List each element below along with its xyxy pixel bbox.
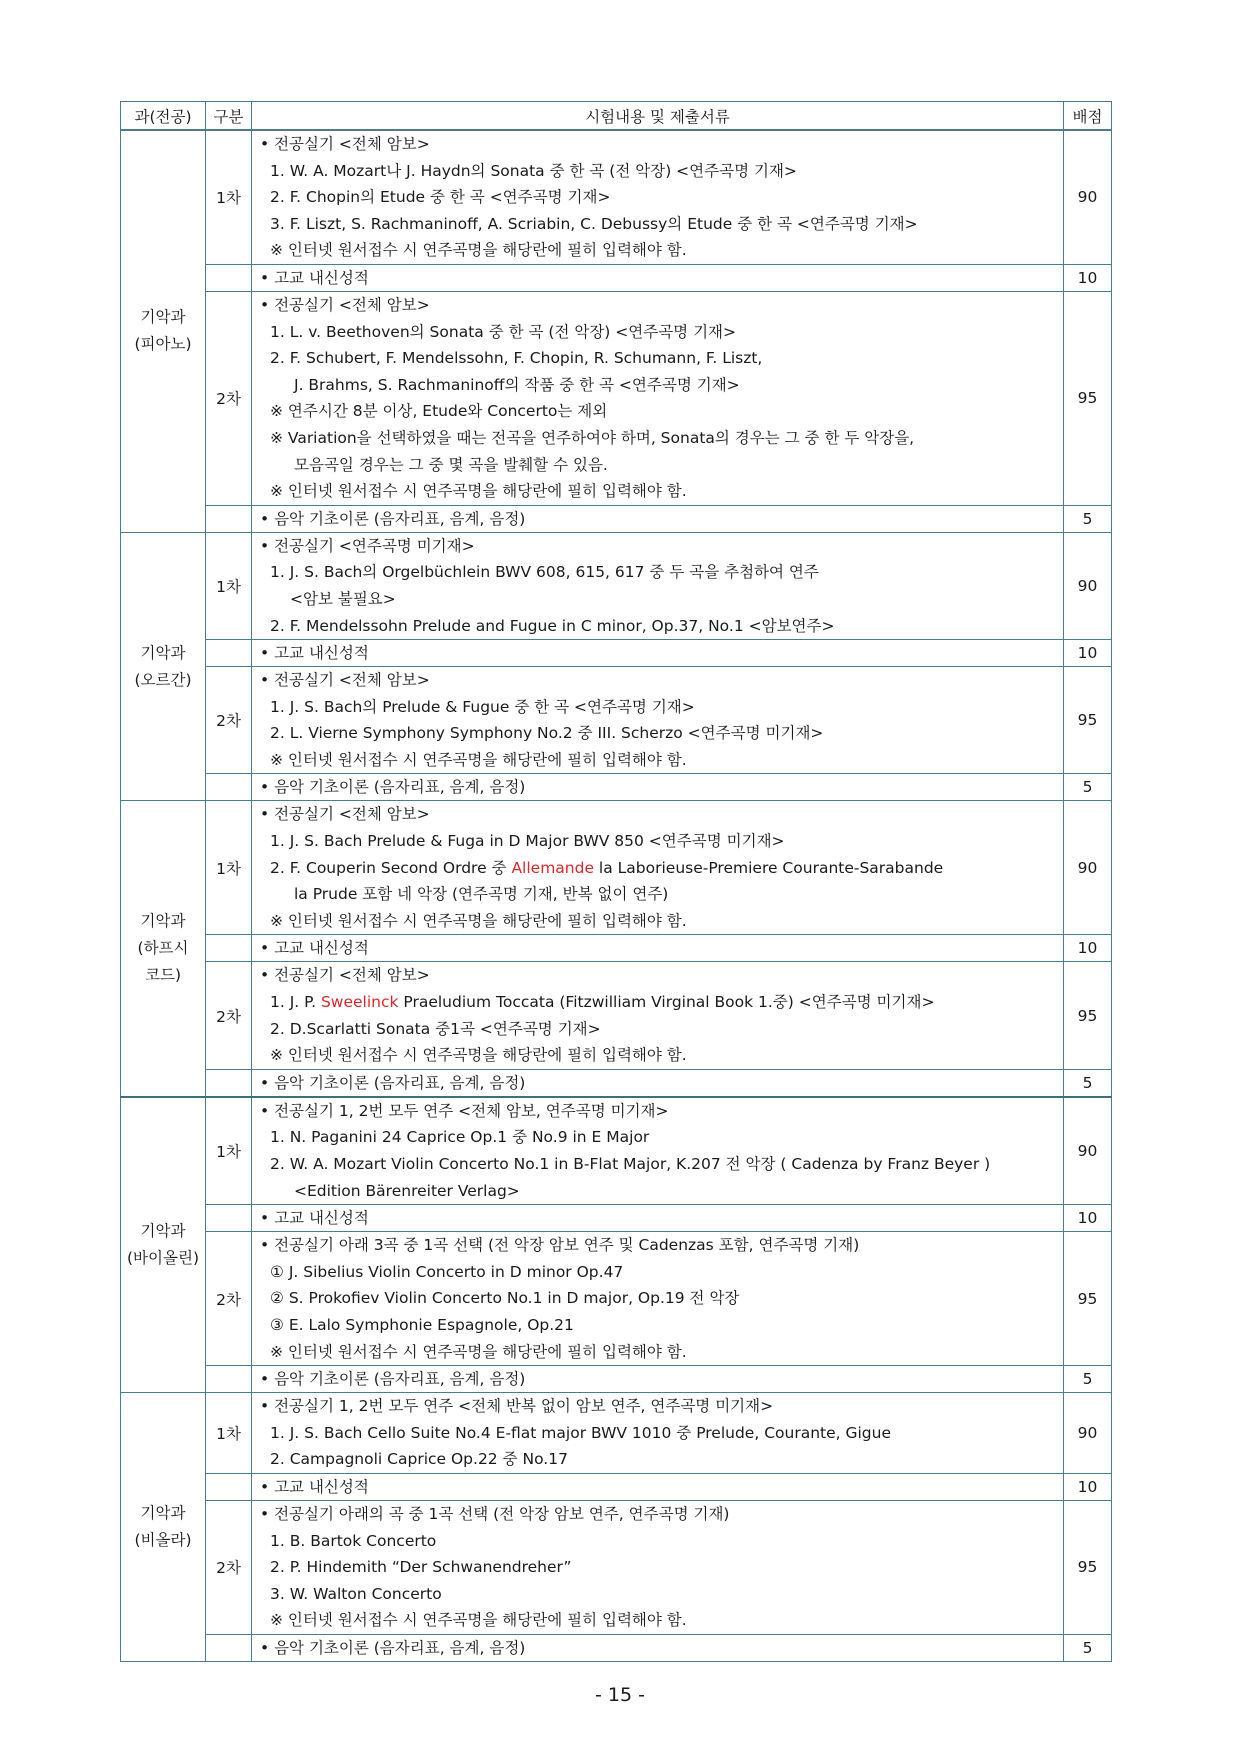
table-row: [121, 1634, 1112, 1661]
content-cell: [252, 774, 1064, 801]
content-line: ※ 인터넷 원서접수 시 연주곡명을 해당란에 필히 입력해야 함.: [270, 1611, 687, 1630]
content-cell: [252, 532, 1064, 639]
header-content: 시험내용 및 제출서류: [252, 102, 1064, 131]
content-line: 1. J. P. Sweelinck Praeludium Toccata (Fitzwilliam Virginal Book 1.중) <연주곡명 미기재>: [270, 993, 935, 1012]
round-label: 2차: [206, 667, 252, 774]
content-line: • 고교 내신성적: [260, 1477, 369, 1496]
score-cell: 95: [1064, 962, 1112, 1069]
score-cell: 10: [1064, 1473, 1112, 1500]
content-line: 2. D.Scarlatti Sonata 중1곡 <연주곡명 기재>: [270, 1019, 601, 1038]
exam-table: [120, 101, 1112, 1662]
dept-sub: (비올라): [134, 1531, 192, 1550]
content-line: ③ E. Lalo Symphonie Espagnole, Op.21: [270, 1315, 574, 1334]
round-label: 2차: [206, 291, 252, 505]
score-cell: 95: [1064, 1500, 1112, 1634]
content-cell: [252, 1097, 1064, 1205]
content-line: • 전공실기 1, 2번 모두 연주 <전체 반복 없이 암보 연주, 연주곡명 미기재>: [260, 1397, 774, 1416]
content-line: J. Brahms, S. Rachmaninoff의 작품 중 한 곡 <연주곡명 기재>: [294, 375, 740, 394]
table-row: [121, 1069, 1112, 1097]
content-line: • 음악 기초이론 (음자리표, 음계, 음정): [260, 1073, 526, 1092]
content-line: ※ 인터넷 원서접수 시 연주곡명을 해당란에 필히 입력해야 함.: [270, 241, 687, 260]
score-cell: 95: [1064, 1232, 1112, 1366]
content-line: 1. J. S. Bach Cello Suite No.4 E-flat major BWV 1010 중 Prelude, Courante, Gigue: [270, 1423, 892, 1442]
content-line: • 전공실기 <연주곡명 미기재>: [260, 536, 475, 555]
content-line: ※ 인터넷 원서접수 시 연주곡명을 해당란에 필히 입력해야 함.: [270, 1046, 687, 1065]
round-label: 1차: [206, 801, 252, 935]
content-line: ① J. Sibelius Violin Concerto in D minor Op.47: [270, 1262, 624, 1281]
content-line: la Prude 포함 네 악장 (연주곡명 기재, 반복 없이 연주): [294, 885, 669, 904]
content-line: ※ 인터넷 원서접수 시 연주곡명을 해당란에 필히 입력해야 함.: [270, 750, 687, 769]
score-cell: 5: [1064, 505, 1112, 532]
content-cell: [252, 1473, 1064, 1500]
content-line: • 음악 기초이론 (음자리표, 음계, 음정): [260, 1370, 526, 1389]
dept-sub: (하프시: [137, 939, 189, 958]
content-line: • 음악 기초이론 (음자리표, 음계, 음정): [260, 778, 526, 797]
score-cell: 10: [1064, 935, 1112, 962]
content-line: 3. W. Walton Concerto: [270, 1584, 442, 1603]
content-cell: [252, 935, 1064, 962]
content-line: <Edition Bärenreiter Verlag>: [294, 1181, 520, 1200]
table-row: [121, 1366, 1112, 1393]
content-line: 2. F. Chopin의 Etude 중 한 곡 <연주곡명 기재>: [270, 188, 611, 207]
content-line: 2. F. Couperin Second Ordre 중 Allemande la Laborieuse-Premiere Courante-Sarabande: [270, 858, 944, 877]
dept-name: 기악과: [140, 1221, 186, 1240]
table-row: [121, 774, 1112, 801]
dept-sub: (피아노): [134, 335, 192, 354]
page-number: - 15 -: [595, 1684, 645, 1706]
content-line: 2. Campagnoli Caprice Op.22 중 No.17: [270, 1450, 568, 1469]
score-cell: 10: [1064, 1205, 1112, 1232]
content-line: ※ 인터넷 원서접수 시 연주곡명을 해당란에 필히 입력해야 함.: [270, 911, 687, 930]
table-row: [121, 291, 1112, 505]
dept-sub: 코드): [145, 966, 181, 985]
content-cell: [252, 291, 1064, 505]
content-line: 2. F. Schubert, F. Mendelssohn, F. Chopin, R. Schumann, F. Liszt,: [270, 349, 763, 368]
content-line: 3. F. Liszt, S. Rachmaninoff, A. Scriabin, C. Debussy의 Etude 중 한 곡 <연주곡명 기재>: [270, 214, 918, 233]
content-cell: [252, 962, 1064, 1069]
table-row: [121, 1473, 1112, 1500]
content-line: 모음곡일 경우는 그 중 몇 곡을 발췌할 수 있음.: [294, 455, 608, 474]
highlighted-text: Sweelinck: [320, 993, 399, 1012]
table-row: [121, 1232, 1112, 1366]
table-row: [121, 1500, 1112, 1634]
content-line: • 음악 기초이론 (음자리표, 음계, 음정): [260, 509, 526, 528]
dept-name: 기악과: [140, 643, 186, 662]
table-row: [121, 130, 1112, 264]
content-line: 1. J. S. Bach의 Orgelbüchlein BWV 608, 615, 617 중 두 곡을 추첨하여 연주: [270, 563, 819, 582]
table-row: [121, 962, 1112, 1069]
table-row: [121, 667, 1112, 774]
content-cell: [252, 264, 1064, 291]
header-round: 구분: [206, 102, 252, 131]
content-line: 2. L. Vierne Symphony Symphony No.2 중 III. Scherzo <연주곡명 미기재>: [270, 724, 824, 743]
content-line: • 전공실기 1, 2번 모두 연주 <전체 암보, 연주곡명 미기재>: [260, 1101, 669, 1120]
content-cell: [252, 640, 1064, 667]
header-dept: 과(전공): [121, 102, 206, 131]
content-cell: [252, 1232, 1064, 1366]
round-label: 1차: [206, 532, 252, 639]
content-line: • 고교 내신성적: [260, 939, 369, 958]
content-line: 1. J. S. Bach Prelude & Fuga in D Major BWV 850 <연주곡명 미기재>: [270, 832, 785, 851]
dept-cell-piano: [121, 130, 206, 532]
table-row: [121, 935, 1112, 962]
score-cell: 90: [1064, 532, 1112, 639]
table-row: [121, 801, 1112, 935]
round-label: 2차: [206, 1500, 252, 1634]
content-line: <암보 불필요>: [290, 589, 396, 608]
content-cell: [252, 1500, 1064, 1634]
content-line: • 전공실기 <전체 암보>: [260, 671, 430, 690]
table-row: [121, 505, 1112, 532]
score-cell: 90: [1064, 1097, 1112, 1205]
dept-sub: (바이올린): [127, 1248, 199, 1267]
content-line: ② S. Prokofiev Violin Concerto No.1 in D major, Op.19 전 악장: [270, 1289, 740, 1308]
content-line: 1. W. A. Mozart나 J. Haydn의 Sonata 중 한 곡 (전 악장) <연주곡명 기재>: [270, 161, 797, 180]
content-line: 1. N. Paganini 24 Caprice Op.1 중 No.9 in E Major: [270, 1128, 650, 1147]
score-cell: 5: [1064, 774, 1112, 801]
round-label: 2차: [206, 1232, 252, 1366]
header-score: 배점: [1064, 102, 1112, 131]
score-cell: 90: [1064, 801, 1112, 935]
content-line: 1. L. v. Beethoven의 Sonata 중 한 곡 (전 악장) <연주곡명 기재>: [270, 322, 737, 341]
content-cell: [252, 505, 1064, 532]
content-cell: [252, 1069, 1064, 1097]
round-label: 1차: [206, 1097, 252, 1205]
content-cell: [252, 1205, 1064, 1232]
dept-cell-viola: [121, 1393, 206, 1662]
content-line: 2. P. Hindemith “Der Schwanendreher”: [270, 1558, 572, 1577]
table-row: [121, 1205, 1112, 1232]
dept-cell-organ: [121, 532, 206, 801]
dept-cell-violin: [121, 1097, 206, 1393]
dept-cell-harpsichord: [121, 801, 206, 1097]
content-line: 2. W. A. Mozart Violin Concerto No.1 in B-Flat Major, K.207 전 악장 ( Cadenza by Franz Beyer ): [270, 1155, 991, 1173]
table-row: [121, 1097, 1112, 1205]
dept-sub: (오르간): [134, 670, 192, 689]
content-line: • 고교 내신성적: [260, 268, 369, 287]
score-cell: 95: [1064, 667, 1112, 774]
content-cell: [252, 1366, 1064, 1393]
content-line: • 전공실기 <전체 암보>: [260, 805, 430, 824]
content-line: ※ Variation을 선택하였을 때는 전곡을 연주하여야 하며, Sonata의 경우는 그 중 한 두 악장을,: [270, 428, 915, 447]
content-line: • 전공실기 <전체 암보>: [260, 966, 430, 985]
content-cell: [252, 1634, 1064, 1661]
content-line: 1. B. Bartok Concerto: [270, 1531, 437, 1550]
content-line: ※ 인터넷 원서접수 시 연주곡명을 해당란에 필히 입력해야 함.: [270, 482, 687, 501]
content-line: • 고교 내신성적: [260, 1209, 369, 1228]
content-line: 1. J. S. Bach의 Prelude & Fugue 중 한 곡 <연주곡명 기재>: [270, 697, 695, 716]
content-line: ※ 연주시간 8분 이상, Etude와 Concerto는 제외: [270, 402, 608, 421]
content-line: • 전공실기 아래의 곡 중 1곡 선택 (전 악장 암보 연주, 연주곡명 기재): [260, 1504, 730, 1523]
score-cell: 5: [1064, 1366, 1112, 1393]
table-row: [121, 640, 1112, 667]
content-line: 2. F. Mendelssohn Prelude and Fugue in C minor, Op.37, No.1 <암보연주>: [270, 616, 835, 635]
content-line: • 전공실기 <전체 암보>: [260, 135, 430, 153]
table-row: [121, 532, 1112, 639]
content-line: ※ 인터넷 원서접수 시 연주곡명을 해당란에 필히 입력해야 함.: [270, 1342, 687, 1361]
dept-name: 기악과: [140, 1504, 186, 1523]
content-line: • 음악 기초이론 (음자리표, 음계, 음정): [260, 1638, 526, 1657]
score-cell: 95: [1064, 291, 1112, 505]
content-cell: [252, 1393, 1064, 1474]
dept-name: 기악과: [140, 308, 186, 327]
score-cell: 10: [1064, 264, 1112, 291]
round-label: 1차: [206, 1393, 252, 1474]
highlighted-text: Allemande: [511, 858, 594, 877]
score-cell: 5: [1064, 1634, 1112, 1661]
score-cell: 90: [1064, 1393, 1112, 1474]
score-cell: 5: [1064, 1069, 1112, 1097]
table-row: [121, 1393, 1112, 1474]
dept-name: 기악과: [140, 912, 186, 931]
content-cell: [252, 667, 1064, 774]
round-label: 1차: [206, 130, 252, 264]
content-cell: [252, 130, 1064, 264]
score-cell: 90: [1064, 130, 1112, 264]
content-line: • 고교 내신성적: [260, 644, 369, 663]
content-line: • 전공실기 아래 3곡 중 1곡 선택 (전 악장 암보 연주 및 Cadenzas 포함, 연주곡명 기재): [260, 1236, 860, 1255]
round-label: 2차: [206, 962, 252, 1069]
score-cell: 10: [1064, 640, 1112, 667]
content-line: • 전공실기 <전체 암보>: [260, 295, 430, 314]
table-row: [121, 264, 1112, 291]
content-cell: [252, 801, 1064, 935]
table-header-row: [121, 102, 1112, 131]
